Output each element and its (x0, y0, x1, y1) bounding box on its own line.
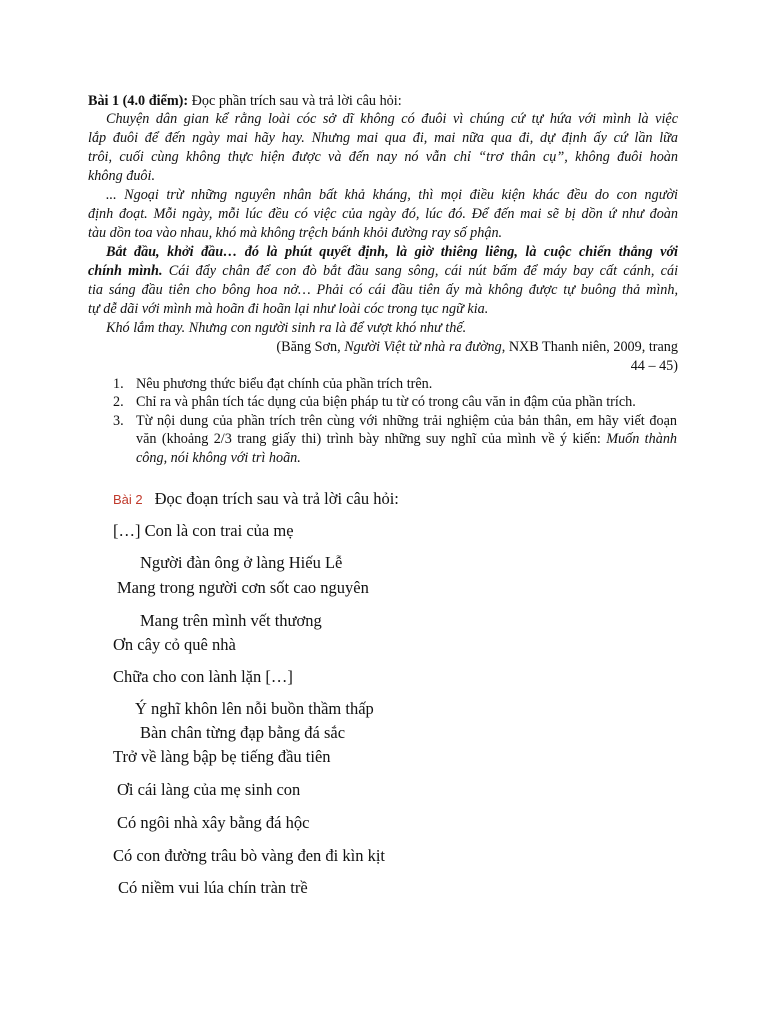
passage-line: trôi, cuối cùng không thực hiện được và đến nay nó vẫn chỉ “trơ thân cụ”, không đuôi hoàn (88, 149, 678, 165)
source-author: (Băng Sơn, (276, 339, 345, 355)
passage-line: tia sáng đầu tiên cho bông hoa nở… Phải có cái đầu tiên ấy mà không được tự buông thả mình, (88, 282, 678, 298)
poem-line: Chữa cho con lành lặn […] (113, 667, 293, 686)
poem-line: Mang trên mình vết thương (140, 611, 322, 630)
source-pages: 44 – 45) (630, 358, 678, 374)
source-title: Người Việt từ nhà ra đường (344, 339, 502, 355)
passage-line: Khó lắm thay. Nhưng con người sinh ra là để vượt khó như thế. (106, 320, 467, 336)
question-text: Từ nội dung của phần trích trên cùng với những trải nghiệm của bản thân, em hãy viết đoạn văn (khoảng 2/3 trang giấy thi) trình bày những suy nghĩ của mình về ý kiến: (136, 412, 677, 448)
question-number: 2. (113, 394, 124, 411)
passage-line (88, 262, 678, 280)
question-quote: Muốn thành công, nói không với trì hoãn. (136, 431, 678, 466)
question-number: 3. (113, 412, 124, 429)
passage-bold-line: Bắt đầu, khởi đầu… đó là phút quyết định, là giờ thiêng liêng, là cuộc chiến thắng với (106, 244, 678, 260)
poem-line: Bàn chân từng đạp bằng đá sắc (140, 723, 346, 742)
bai2-heading-text: Đọc đoạn trích sau và trả lời câu hỏi: (154, 489, 399, 508)
passage-line: tự dễ dãi với mình mà hoãn đi hoãn lại như loài cóc trong tục ngữ kia. (88, 301, 489, 317)
bai1-heading (88, 92, 678, 110)
poem-line: Ơi cái làng của mẹ sinh con (117, 780, 301, 799)
bai1-heading-bold: Bài 1 (4.0 điểm): (88, 93, 189, 109)
poem-line: Người đàn ông ở làng Hiếu Lễ (140, 553, 343, 572)
question-item (111, 375, 677, 393)
question-item (111, 393, 677, 411)
passage-line: định đoạt. Mỗi ngày, mỗi lúc đều có việc của ngày đó, lúc đó. Để đến mai sẽ bị dồn ứ như đoàn (88, 206, 678, 222)
bai2-heading (113, 489, 399, 509)
source-citation (88, 338, 678, 356)
poem-line: Có con đường trâu bò vàng đen đi kìn kịt (113, 846, 386, 865)
poem-line: Có ngôi nhà xây bằng đá hộc (117, 813, 310, 832)
source-publisher: , NXB Thanh niên, 2009, trang (501, 339, 678, 355)
question-text: Chỉ ra và phân tích tác dụng của biện pháp tu từ có trong câu văn in đậm của phần trích. (136, 394, 636, 411)
question-item (111, 412, 677, 467)
bai1-heading-text: Đọc phần trích sau và trả lời câu hỏi: (188, 93, 402, 109)
poem-line: Có niềm vui lúa chín tràn trề (118, 878, 308, 897)
passage-line: không đuôi. (88, 168, 155, 184)
poem-line: […] Con là con trai của mẹ (113, 521, 294, 540)
poem-line: Ý nghĩ khôn lên nỗi buồn thầm thấp (135, 699, 374, 718)
question-text: Nêu phương thức biểu đạt chính của phần trích trên. (136, 376, 433, 392)
passage-line: ... Ngoại trừ những nguyên nhân bất khả kháng, thì mọi điều kiện khác đều do con người (106, 187, 678, 203)
poem-line: Mang trong người cơn sốt cao nguyên (117, 578, 369, 597)
question-number: 1. (113, 376, 124, 392)
passage-line: tàu dồn toa vào nhau, khó mà không trệch bánh khỏi đường ray số phận. (88, 225, 503, 241)
poem-line: Ơn cây cỏ quê nhà (113, 635, 236, 654)
bai2-label: Bài 2 (113, 492, 143, 507)
passage-bold-segment: chính mình. (88, 263, 163, 279)
poem-line: Trở về làng bập bẹ tiếng đầu tiên (113, 747, 331, 766)
passage-segment: Cái đẩy chân để con đò bắt đầu sang sông, cái nút bấm để máy bay cất cánh, cái (162, 263, 679, 279)
passage-line: lắp đuôi để đến ngày mai hãy hay. Nhưng mai qua đi, mai nữa qua đi, dự định ấy cứ lần lữa (88, 130, 678, 146)
question-list (111, 375, 677, 467)
passage-line: Chuyện dân gian kể rằng loài cóc sở dĩ không có đuôi vì chúng cứ tự hứa với mình là việc (106, 111, 678, 127)
